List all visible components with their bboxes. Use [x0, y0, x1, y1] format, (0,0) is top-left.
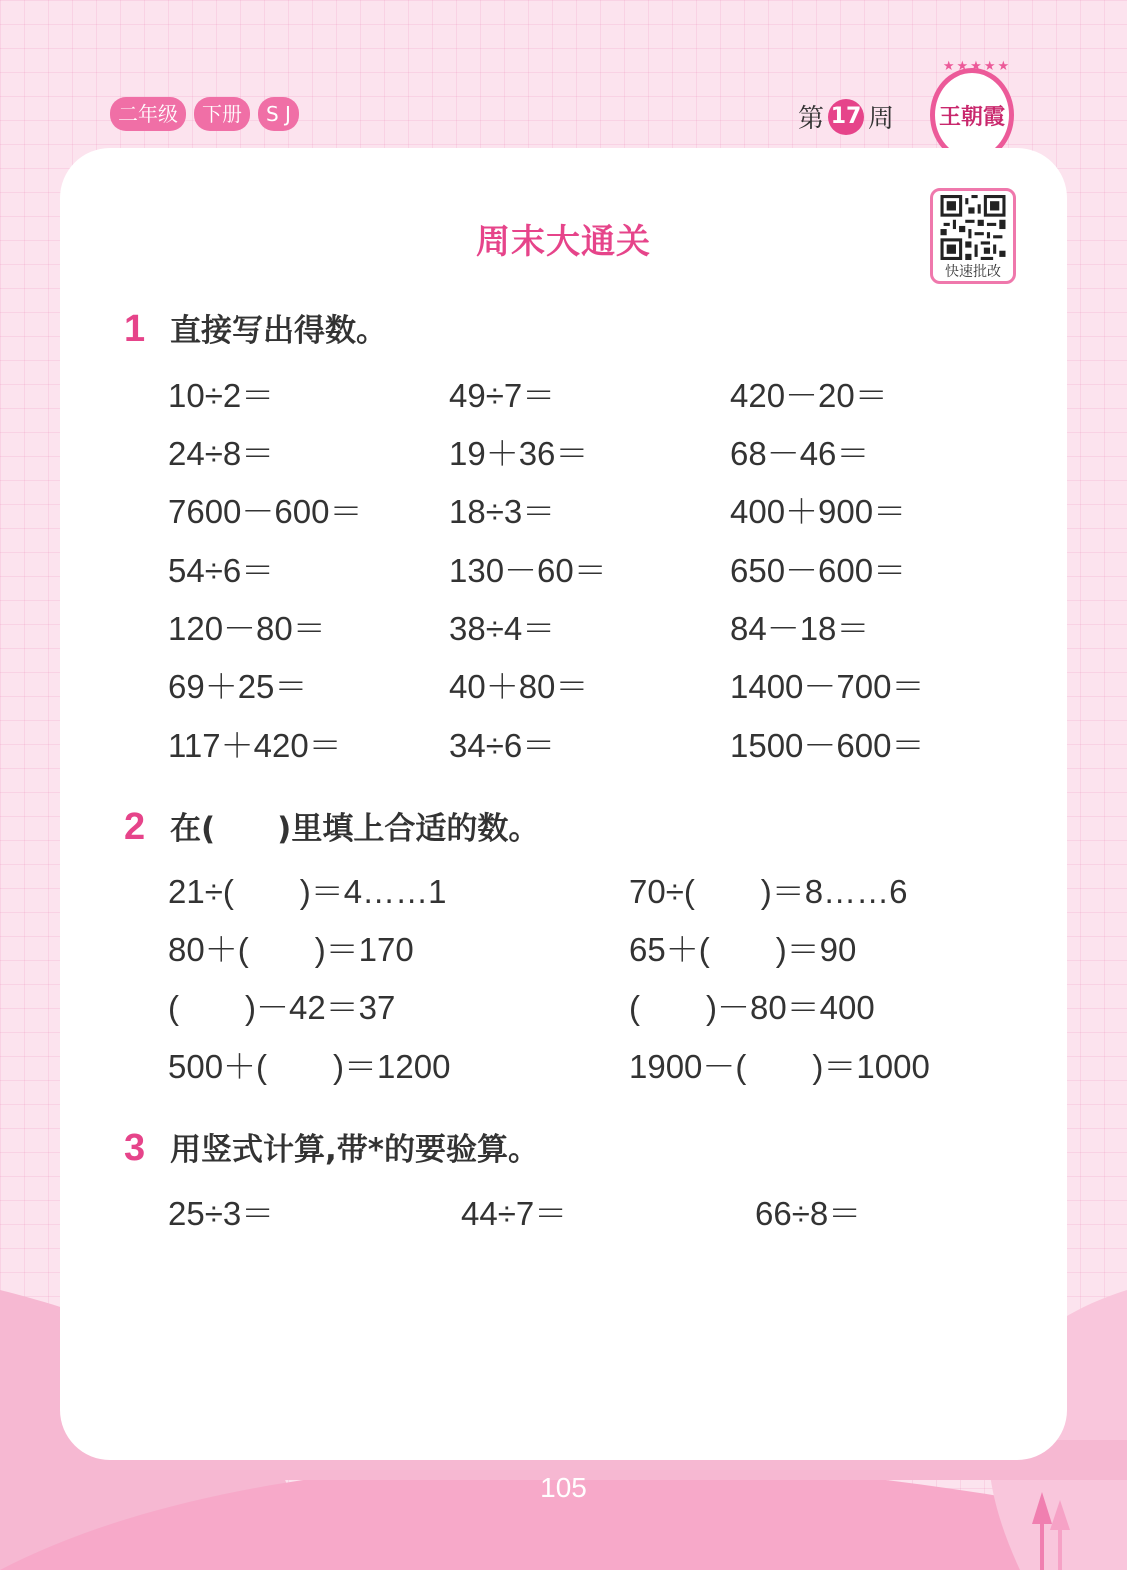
arrow-icon [1028, 1490, 1078, 1570]
problem: 24÷8＝ [168, 435, 275, 472]
problem: ( )－80＝400 [629, 989, 875, 1026]
problem: 68－46＝ [730, 435, 870, 472]
week-prefix: 第 [798, 104, 825, 134]
qr-code-panel[interactable] [930, 188, 1016, 284]
page-number: 105 [540, 1472, 587, 1503]
section-number: 1 [124, 308, 146, 350]
section-2-heading [124, 803, 539, 849]
problem: 54÷6＝ [168, 552, 275, 589]
problem: 1900－( )＝1000 [629, 1048, 930, 1085]
brand-name: 王朝霞 [938, 103, 1005, 130]
problem: 84－18＝ [730, 610, 870, 647]
grade-tag: 二年级 [110, 97, 186, 131]
page-title: 周末大通关 [476, 222, 651, 262]
problem: 25÷3＝ [168, 1195, 275, 1232]
problem: 117＋420＝ [168, 727, 342, 764]
problem: 19＋36＝ [449, 435, 589, 472]
problem: 66÷8＝ [755, 1195, 862, 1232]
problem: 80＋( )＝170 [168, 931, 414, 968]
problem: 70÷( )＝8……6 [629, 873, 908, 910]
problem: 40＋80＝ [449, 668, 589, 705]
problem: 420－20＝ [730, 377, 888, 414]
problem: 65＋( )＝90 [629, 931, 857, 968]
edition-tag: S J [258, 97, 299, 131]
star-icon: ★★★★★ [942, 59, 1012, 74]
section-number: 2 [124, 806, 146, 848]
problem: 1500－600＝ [730, 727, 925, 764]
problem: 120－80＝ [168, 610, 326, 647]
section-number: 3 [124, 1127, 146, 1169]
problem: 34÷6＝ [449, 727, 556, 764]
section-1-heading [124, 305, 387, 351]
grade-tags [110, 97, 299, 131]
problem: 49÷7＝ [449, 377, 556, 414]
problem: 1400－700＝ [730, 668, 925, 705]
problem: 38÷4＝ [449, 610, 556, 647]
problem: 10÷2＝ [168, 377, 275, 414]
week-suffix: 周 [868, 104, 895, 134]
problem: 18÷3＝ [449, 493, 556, 530]
volume-tag: 下册 [194, 97, 250, 131]
problem: 69＋25＝ [168, 668, 308, 705]
qr-code-icon [938, 195, 1008, 260]
section-instruction: 直接写出得数。 [170, 313, 387, 349]
section-instruction: 在( )里填上合适的数。 [170, 811, 540, 847]
section-3-heading [124, 1124, 539, 1170]
problem: 130－60＝ [449, 552, 607, 589]
week-indicator [798, 98, 894, 135]
qr-label: 快速批改 [945, 264, 1001, 280]
week-number: 17 [828, 99, 864, 135]
section-instruction: 用竖式计算,带*的要验算。 [170, 1132, 539, 1168]
problem: 500＋( )＝1200 [168, 1048, 451, 1085]
problem: 21÷( )＝4……1 [168, 873, 447, 910]
problem: 7600－600＝ [168, 493, 363, 530]
problem: 400＋900＝ [730, 493, 907, 530]
problem: ( )－42＝37 [168, 989, 396, 1026]
problem: 650－600＝ [730, 552, 907, 589]
problem: 44÷7＝ [461, 1195, 568, 1232]
